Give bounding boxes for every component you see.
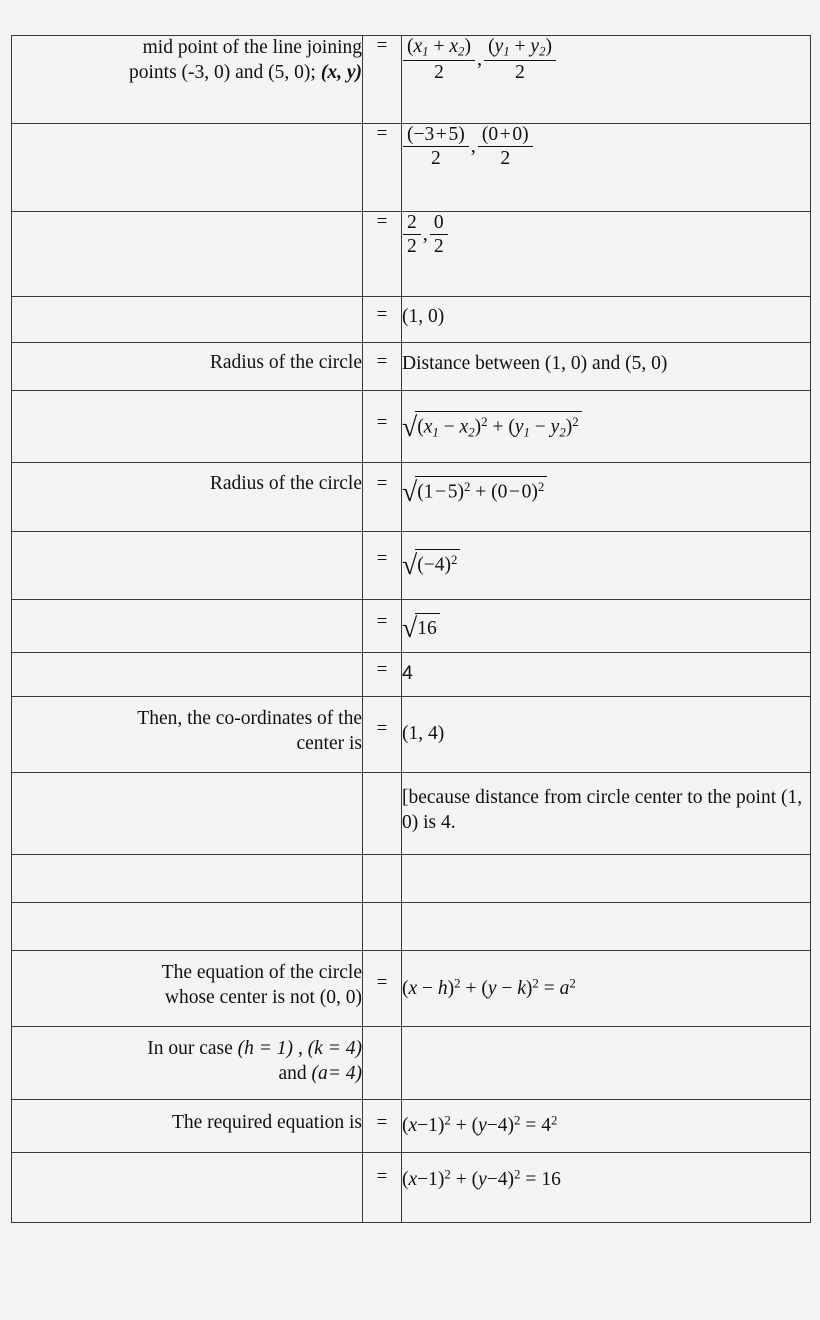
row-label-required-equation [12, 1100, 363, 1153]
row-value-radius-substituted [402, 463, 811, 532]
equals-cell [363, 124, 402, 212]
row-label-center-coordinates [12, 697, 363, 773]
table-row [12, 653, 811, 697]
row-label-radius-squared-term [12, 532, 363, 600]
row-value-blank-1 [402, 855, 811, 903]
equals-sign: = [376, 1112, 388, 1133]
fraction-numerator: 2 [403, 212, 421, 235]
fraction-denominator: 2 [407, 236, 417, 258]
row-label-radius-value [12, 653, 363, 697]
table-row [12, 532, 811, 600]
equals-sign: = [376, 718, 388, 739]
table-row [12, 697, 811, 773]
row-value-general-circle-equation [402, 951, 811, 1027]
fraction-denominator: 2 [431, 148, 441, 170]
param-a: (a= 4) [311, 1062, 362, 1084]
note-line-1: [because distance from circle center [402, 787, 683, 808]
equals-cell [363, 391, 402, 463]
fraction-numerator: $(x_1 + x_2)$ [403, 36, 475, 61]
table-row [12, 903, 811, 951]
row-value-radius-squared-term [402, 532, 811, 600]
equals-cell [363, 951, 402, 1027]
radicand: (1 − 5)$^2$ + (0 − 0)$^2$ [415, 476, 547, 505]
row-label-radius-definition [12, 343, 363, 391]
row-value-midpoint-result [402, 297, 811, 343]
param-k: (k = 4) [307, 1038, 362, 1059]
equals-sign: = [376, 548, 388, 569]
row-label-distance-formula [12, 391, 363, 463]
row-value-center-note [402, 773, 811, 855]
row-label-our-case-values [12, 1027, 363, 1100]
equals-cell [363, 343, 402, 391]
row-label-midpoint-formula [12, 36, 363, 124]
equation-general: $(x - h)^2 + (y - k)^2 = a^2$ [402, 976, 576, 999]
fraction-denominator: 2 [433, 236, 444, 258]
fraction-numerator: (−3 + 5) [403, 124, 469, 147]
fraction-x-simplified [403, 212, 421, 257]
equals-cell [363, 1100, 402, 1153]
equals-cell [363, 297, 402, 343]
sqrt-sign: √ [402, 411, 418, 442]
row-label-midpoint-simplified [12, 212, 363, 297]
row-label-blank-1 [12, 855, 363, 903]
fraction-numerator: (0 + 0) [478, 124, 533, 147]
label-line-2 [12, 61, 362, 86]
label-line-1: Then, the co-ordinates of the [137, 708, 362, 729]
equals-cell-empty [363, 903, 402, 951]
center-result-text: (1, 4) [402, 723, 445, 744]
fraction-numerator: $(y_1 + y_2)$ [484, 36, 556, 61]
fraction-denominator: 2 [515, 62, 525, 84]
radical-distance-general [402, 409, 582, 445]
table-row [12, 391, 811, 463]
radius-value-text: 4 [402, 662, 413, 684]
table-row [12, 343, 811, 391]
equals-sign: = [376, 304, 388, 325]
label-line-1: Radius of the circle [209, 473, 362, 494]
equals-cell [363, 600, 402, 653]
label-line-2 [12, 1062, 362, 1087]
equals-cell-empty [363, 773, 402, 855]
note-line-2: to the point (1, 0) is 4. [402, 787, 803, 834]
equals-sign: = [376, 351, 388, 372]
table-row [12, 297, 811, 343]
row-value-radius-definition [402, 343, 811, 391]
sqrt-sign: √ [402, 549, 418, 580]
midpoint-result-text: (1, 0) [402, 306, 445, 327]
table-row [12, 36, 811, 124]
table-row [12, 951, 811, 1027]
equals-cell-empty [363, 1027, 402, 1100]
row-value-radius-value [402, 653, 811, 697]
table-row [12, 1027, 811, 1100]
label-line-1: mid point of the line joining [142, 37, 362, 58]
row-value-blank-2 [402, 903, 811, 951]
radical-neg-four [402, 547, 460, 583]
equals-sign: = [376, 611, 388, 632]
label-line-1: The equation of the circle [161, 962, 362, 983]
equals-sign: = [376, 1166, 388, 1187]
label-line-1: The required equation is [171, 1112, 362, 1133]
row-label-general-circle-equation [12, 951, 363, 1027]
equals-sign: = [376, 211, 388, 232]
row-value-center-coordinates [402, 697, 811, 773]
row-value-required-equation [402, 1100, 811, 1153]
table-row [12, 1100, 811, 1153]
row-label-final-equation [12, 1153, 363, 1223]
table-row [12, 855, 811, 903]
label-line-2: whose center is not (0, 0) [164, 986, 362, 1008]
row-label-center-note [12, 773, 363, 855]
equals-cell [363, 697, 402, 773]
label-line-2: center is [296, 732, 362, 754]
row-value-midpoint-substituted [402, 124, 811, 212]
equals-sign: = [376, 972, 388, 993]
radicand: $(-4)^2$ [415, 549, 460, 578]
equals-cell-empty [363, 855, 402, 903]
radical-distance-numeric [402, 474, 547, 510]
row-value-midpoint-simplified [402, 212, 811, 297]
radical-sixteen [402, 610, 440, 646]
equals-sign: = [376, 473, 388, 494]
label-xy-pair: (x, y) [320, 61, 362, 83]
derivation-table [11, 35, 811, 1223]
equals-cell [363, 463, 402, 532]
equals-cell [363, 36, 402, 124]
our-case-prefix: In our case [147, 1038, 233, 1059]
fraction-numerator: 0 [430, 212, 448, 235]
label-line-1: Radius of the circle [209, 352, 362, 373]
distance-between-text: Distance between (1, 0) and (5, 0) [402, 353, 668, 374]
fraction-denominator: 2 [500, 148, 511, 170]
row-value-distance-formula [402, 391, 811, 463]
fraction-x-midpoint [403, 36, 475, 84]
sqrt-sign: √ [402, 476, 418, 507]
equation-final: $(x-1)^2 + (y-4)^2 = 16$ [402, 1167, 561, 1190]
equals-cell [363, 532, 402, 600]
table-row [12, 212, 811, 297]
row-label-midpoint-result [12, 297, 363, 343]
equals-cell [363, 1153, 402, 1223]
radicand: $(x_1 - x_2)^2 + (y_1 - y_2)^2$ [415, 411, 582, 441]
table-row [12, 773, 811, 855]
table-row [12, 463, 811, 532]
row-value-final-equation [402, 1153, 811, 1223]
our-case-and: and [278, 1062, 307, 1084]
row-value-our-case-values [402, 1027, 811, 1100]
table-row [12, 124, 811, 212]
fraction-separator: , [470, 135, 476, 158]
equals-sign: = [376, 659, 388, 680]
row-value-midpoint-formula [402, 36, 811, 124]
sqrt-sign: √ [402, 612, 418, 643]
label-line-2-text: points (-3, 0) and (5, 0); [129, 61, 316, 83]
our-case-comma: , [297, 1038, 303, 1059]
label-line-1 [12, 1037, 362, 1062]
equals-sign: = [376, 123, 388, 144]
param-h: (h = 1) [237, 1038, 294, 1059]
table-row [12, 1153, 811, 1223]
fraction-y-midpoint [484, 36, 556, 84]
row-label-midpoint-substituted [12, 124, 363, 212]
row-label-blank-2 [12, 903, 363, 951]
fraction-y-substituted [478, 124, 533, 169]
equals-cell [363, 653, 402, 697]
fraction-separator: , [422, 223, 428, 246]
row-label-radius-sqrt-sixteen [12, 600, 363, 653]
fraction-y-simplified [430, 212, 448, 257]
equals-cell [363, 212, 402, 297]
equation-required: $(x-1)^2 + (y-4)^2 = 4^2$ [402, 1113, 558, 1136]
row-value-radius-sqrt-sixteen [402, 600, 811, 653]
row-label-radius-substituted [12, 463, 363, 532]
equals-sign: = [376, 35, 388, 56]
equals-sign: = [376, 412, 388, 433]
radicand: 16 [415, 613, 440, 641]
fraction-denominator: 2 [434, 62, 444, 84]
fraction-separator: , [476, 48, 483, 71]
fraction-x-substituted [403, 124, 469, 169]
table-row [12, 600, 811, 653]
